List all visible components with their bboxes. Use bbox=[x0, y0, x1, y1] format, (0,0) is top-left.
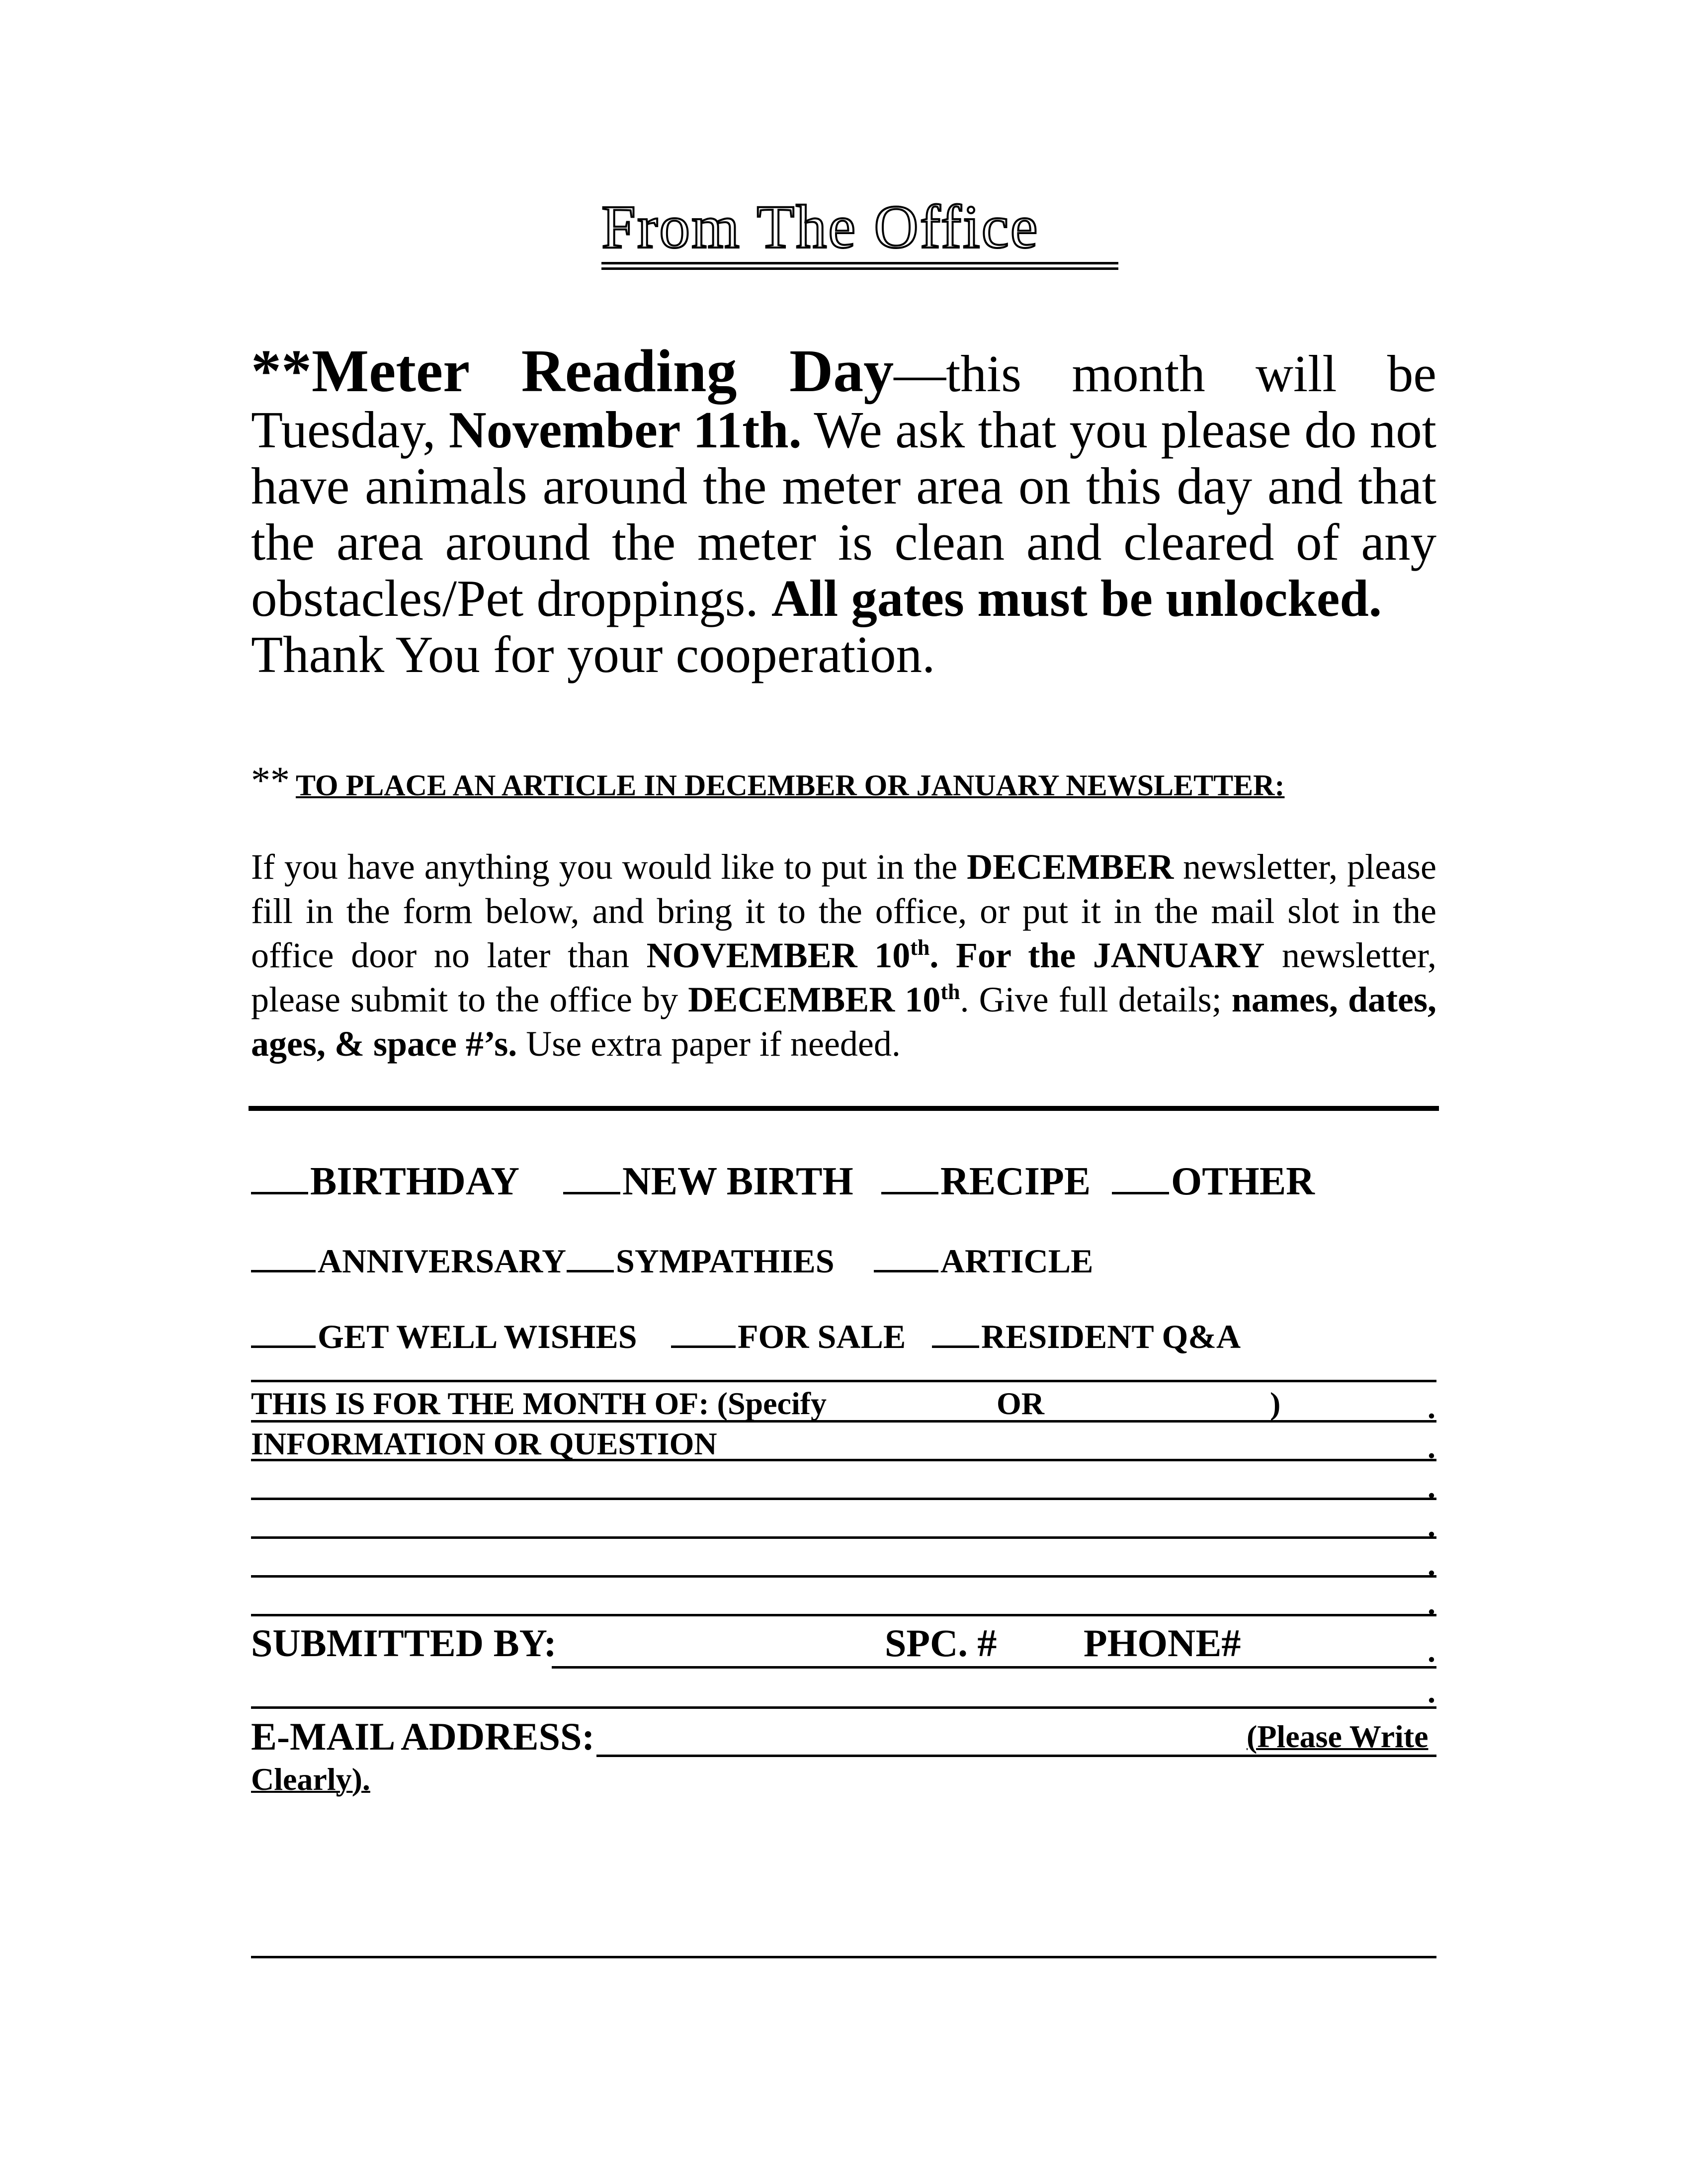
email-field[interactable] bbox=[596, 1755, 1436, 1757]
info-field-line[interactable] bbox=[251, 1459, 1436, 1461]
info-field-line[interactable] bbox=[251, 1536, 1436, 1539]
instr-text: If you have anything you would like to put in the bbox=[251, 847, 967, 887]
check-blank[interactable] bbox=[567, 1270, 614, 1272]
clearly-note: Clearly). bbox=[251, 1762, 370, 1797]
page-title bbox=[601, 193, 1118, 270]
information-label: INFORMATION OR QUESTION bbox=[251, 1426, 717, 1461]
check-blank[interactable] bbox=[251, 1270, 316, 1272]
anniversary-option[interactable] bbox=[251, 1242, 566, 1281]
check-blank[interactable] bbox=[671, 1345, 736, 1348]
option-label: GET WELL WISHES bbox=[318, 1318, 637, 1355]
line-end-dot: . bbox=[1428, 1633, 1435, 1669]
article-heading bbox=[251, 758, 1284, 803]
info-field-line[interactable] bbox=[251, 1614, 1436, 1616]
line-end-dot: . bbox=[1428, 1469, 1435, 1505]
instr-dec10: DECEMBER 10 bbox=[688, 980, 941, 1019]
line-end-dot: . bbox=[1428, 1390, 1435, 1425]
form-line bbox=[251, 1380, 1436, 1382]
email-label: E-MAIL ADDRESS: bbox=[251, 1715, 595, 1758]
option-label: OTHER bbox=[1171, 1160, 1315, 1203]
instr-superscript: th bbox=[940, 980, 960, 1004]
option-label: RESIDENT Q&A bbox=[981, 1318, 1241, 1355]
instr-text: newsletter, please submit to the office by bbox=[251, 935, 1436, 1019]
instr-text: Use extra paper if needed. bbox=[517, 1024, 901, 1064]
meter-date: November 11th. bbox=[448, 401, 802, 459]
option-label: SYMPATHIES bbox=[616, 1242, 835, 1280]
check-blank[interactable] bbox=[881, 1192, 938, 1194]
meter-lead: **Meter Reading Day bbox=[251, 337, 894, 405]
thanks-text: Thank You for your cooperation. bbox=[251, 625, 935, 683]
line-end-dot: . bbox=[1428, 1547, 1435, 1582]
line-end-dot: . bbox=[1428, 1429, 1435, 1465]
option-label: NEW BIRTH bbox=[622, 1160, 853, 1203]
bottom-line bbox=[251, 1956, 1436, 1958]
please-write-note: (Please Write bbox=[1247, 1719, 1429, 1754]
instr-nov10: NOVEMBER 10 bbox=[646, 935, 911, 975]
other-option[interactable] bbox=[1112, 1159, 1315, 1204]
instr-text: newsletter, please fill in the form below, and bring it to the office, or put it in the mail slot in the office door no later than bbox=[251, 847, 1436, 975]
birthday-option[interactable] bbox=[251, 1159, 519, 1204]
title-text: From The Office bbox=[601, 193, 1039, 261]
instr-superscript: th bbox=[910, 935, 930, 960]
meter-reading-paragraph bbox=[251, 337, 1437, 683]
recipe-option[interactable] bbox=[881, 1159, 1091, 1204]
month-field-line[interactable] bbox=[251, 1420, 1436, 1423]
check-blank[interactable] bbox=[874, 1270, 938, 1272]
instr-text: . Give full details; bbox=[960, 980, 1232, 1019]
space-number-label: SPC. # bbox=[885, 1621, 997, 1665]
line-end-dot: . bbox=[1428, 1508, 1435, 1543]
submitted-by-field[interactable] bbox=[552, 1666, 1436, 1669]
option-label: ANNIVERSARY bbox=[318, 1242, 567, 1280]
phone-label: PHONE# bbox=[1084, 1621, 1241, 1665]
option-label: RECIPE bbox=[940, 1160, 1091, 1203]
check-blank[interactable] bbox=[251, 1192, 308, 1194]
or-label: OR bbox=[997, 1386, 1044, 1421]
instr-december: DECEMBER bbox=[967, 847, 1174, 887]
instr-text: . For the bbox=[929, 935, 1093, 975]
form-line bbox=[251, 1706, 1436, 1709]
check-blank[interactable] bbox=[1112, 1192, 1169, 1194]
instr-details: names, dates, ages, & space #’s. bbox=[251, 980, 1437, 1064]
option-label: FOR SALE bbox=[738, 1318, 906, 1355]
info-field-line[interactable] bbox=[251, 1498, 1436, 1500]
get-well-option[interactable] bbox=[251, 1317, 637, 1356]
info-field-line[interactable] bbox=[251, 1575, 1436, 1578]
instr-january: JANUARY bbox=[1093, 935, 1265, 975]
sympathies-option[interactable] bbox=[567, 1242, 835, 1281]
option-label: ARTICLE bbox=[940, 1242, 1094, 1280]
title-underline bbox=[601, 262, 1118, 270]
line-end-dot: . bbox=[1428, 1586, 1435, 1621]
new-birth-option[interactable] bbox=[563, 1159, 853, 1204]
check-blank[interactable] bbox=[932, 1345, 979, 1348]
check-blank[interactable] bbox=[251, 1345, 316, 1348]
meter-text-1: —this month will be Tuesday, bbox=[251, 344, 1437, 459]
resident-qa-option[interactable] bbox=[932, 1317, 1241, 1356]
instructions-paragraph bbox=[251, 845, 1436, 1066]
article-option[interactable] bbox=[874, 1242, 1093, 1281]
line-end-dot: . bbox=[1428, 1674, 1435, 1709]
submitted-by-label: SUBMITTED BY: bbox=[251, 1621, 557, 1665]
form-divider bbox=[249, 1106, 1439, 1111]
option-label: BIRTHDAY bbox=[310, 1160, 520, 1203]
gates-notice: All gates must be unlocked. bbox=[771, 569, 1382, 627]
month-close-paren: ) bbox=[1270, 1386, 1281, 1421]
month-label: THIS IS FOR THE MONTH OF: (Specify bbox=[251, 1386, 827, 1421]
for-sale-option[interactable] bbox=[671, 1317, 906, 1356]
article-heading-text: TO PLACE AN ARTICLE IN DECEMBER OR JANUARY NEWSLETTER: bbox=[296, 769, 1285, 802]
check-blank[interactable] bbox=[563, 1192, 620, 1194]
article-stars: ** bbox=[251, 758, 290, 802]
meter-text-2: We ask that you please do not have animals around the meter area on this day and that the area around the meter is clean and cleared of any obstacles/Pet droppings. bbox=[251, 401, 1436, 627]
